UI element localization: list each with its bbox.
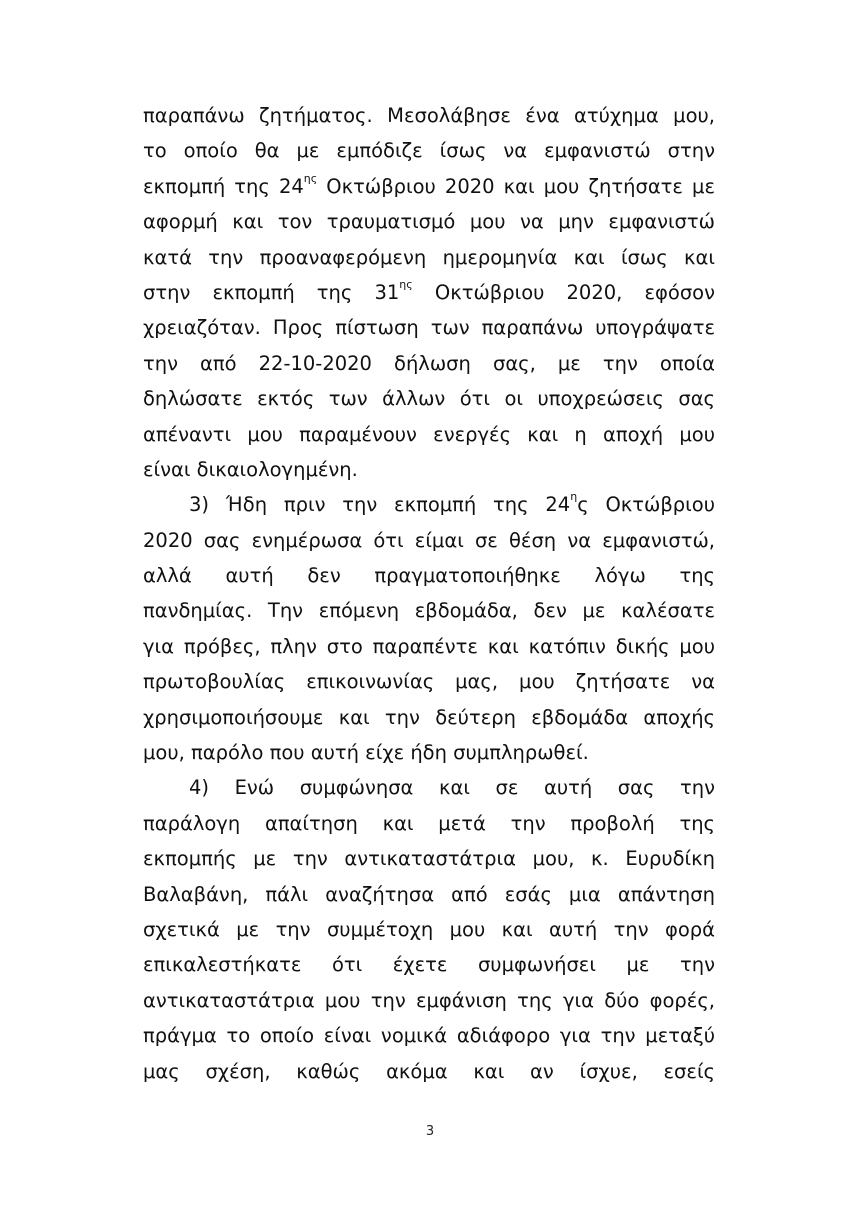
text-line — [143, 1018, 715, 1053]
text-line — [143, 204, 715, 239]
text-line — [143, 169, 715, 204]
text-line-content: επικαλεστήκατε ότι έχετε συμφωνήσει με την — [143, 953, 715, 977]
ordinal-superscript: η — [570, 490, 578, 504]
text-line — [143, 487, 715, 522]
text-line-content: κατά την προαναφερόμενη ημερομηνία και ίσως και — [143, 245, 715, 269]
text-line — [143, 841, 715, 876]
text-line — [143, 558, 715, 593]
text-line — [143, 310, 715, 345]
text-line-content: Βαλαβάνη, πάλι αναζήτησα από εσάς μια απάντηση — [143, 882, 715, 906]
text-line-content: 2020 σας ενημέρωσα ότι είμαι σε θέση να εμφανιστώ, — [143, 528, 715, 552]
text-line-content: μου, παρόλο που αυτή είχε ήδη συμπληρωθεί. — [143, 741, 589, 765]
ordinal-superscript: ης — [399, 277, 413, 291]
text-line — [143, 806, 715, 841]
text-line-content: για πρόβες, πλην στο παραπέντε και κατόπιν δικής μου — [143, 634, 715, 658]
text-line — [143, 275, 715, 310]
text-line-content: αλλά αυτή δεν πραγματοποιήθηκε λόγω της — [143, 564, 715, 588]
text-line-content: παραπάνω ζητήματος. Μεσολάβησε ένα ατύχημα μου, — [143, 104, 715, 127]
text-line-content: εκπομπής με την αντικαταστάτρια μου, κ. Ευρυδίκη — [143, 847, 715, 871]
text-line-content: το οποίο θα με εμπόδιζε ίσως να εμφανιστώ στην — [143, 139, 715, 163]
text-line-content: παράλογη απαίτηση και μετά την προβολή της — [143, 811, 715, 835]
text-line — [143, 417, 715, 452]
text-line-content: πρωτοβουλίας επικοινωνίας μας, μου ζητήσατε να — [143, 670, 715, 694]
text-line-content: πανδημίας. Την επόμενη εβδομάδα, δεν με καλέσατε — [143, 599, 715, 623]
text-line — [143, 523, 715, 558]
text-line — [143, 770, 715, 805]
text-line-content: σχετικά με την συμμέτοχη μου και αυτή την φορά — [143, 917, 715, 941]
text-line-content: 4) Ενώ συμφώνησα και σε αυτή σας την — [189, 776, 715, 800]
text-line — [143, 735, 715, 770]
text-line-continuation: ς Οκτώβριου — [577, 493, 715, 517]
text-line-content: δηλώσατε εκτός των άλλων ότι οι υποχρεώσεις σας — [143, 387, 715, 411]
text-line — [143, 381, 715, 416]
text-line — [143, 98, 715, 133]
text-line — [143, 700, 715, 735]
text-line-content: είναι δικαιολογημένη. — [143, 457, 358, 481]
ordinal-superscript: ης — [303, 171, 318, 185]
text-line — [143, 947, 715, 982]
text-line-continuation: Οκτώβριου 2020, εφόσον — [412, 280, 715, 304]
text-line — [143, 983, 715, 1018]
text-line-content: χρειαζόταν. Προς πίστωση των παραπάνω υπογράψατε — [143, 316, 715, 340]
text-line — [143, 1054, 715, 1089]
text-line-content: την από 22-10-2020 δήλωση σας, με την οποία — [143, 351, 715, 375]
text-line-continuation: Οκτώβριου 2020 και μου ζητήσατε με — [317, 174, 715, 198]
text-line — [143, 593, 715, 628]
text-line-content: πράγμα το οποίο είναι νομικά αδιάφορο για την μεταξύ — [143, 1024, 715, 1048]
text-line — [143, 629, 715, 664]
text-line — [143, 133, 715, 168]
text-line-content: απέναντι μου παραμένουν ενεργές και η αποχή μου — [143, 422, 715, 446]
text-line — [143, 664, 715, 699]
text-line — [143, 912, 715, 947]
text-line — [143, 346, 715, 381]
page-number: 3 — [425, 1124, 435, 1139]
text-line-content: εκπομπή της 24 — [143, 174, 304, 198]
text-line-content: αφορμή και τον τραυματισμό μου να μην εμφανιστώ — [143, 210, 715, 234]
text-line-content: στην εκπομπή της 31 — [143, 280, 400, 304]
text-line-content: 3) Ήδη πριν την εκπομπή της 24 — [189, 493, 571, 517]
text-line-content: αντικαταστάτρια μου την εμφάνιση της για δύο φορές, — [143, 988, 715, 1012]
text-line-content: μας σχέση, καθώς ακόμα και αν ίσχυε, εσείς — [143, 1059, 715, 1083]
body-text — [143, 98, 715, 1089]
text-line-content: χρησιμοποιήσουμε και την δεύτερη εβδομάδα αποχής — [143, 705, 715, 729]
text-line — [143, 452, 715, 487]
text-line — [143, 240, 715, 275]
text-line — [143, 877, 715, 912]
